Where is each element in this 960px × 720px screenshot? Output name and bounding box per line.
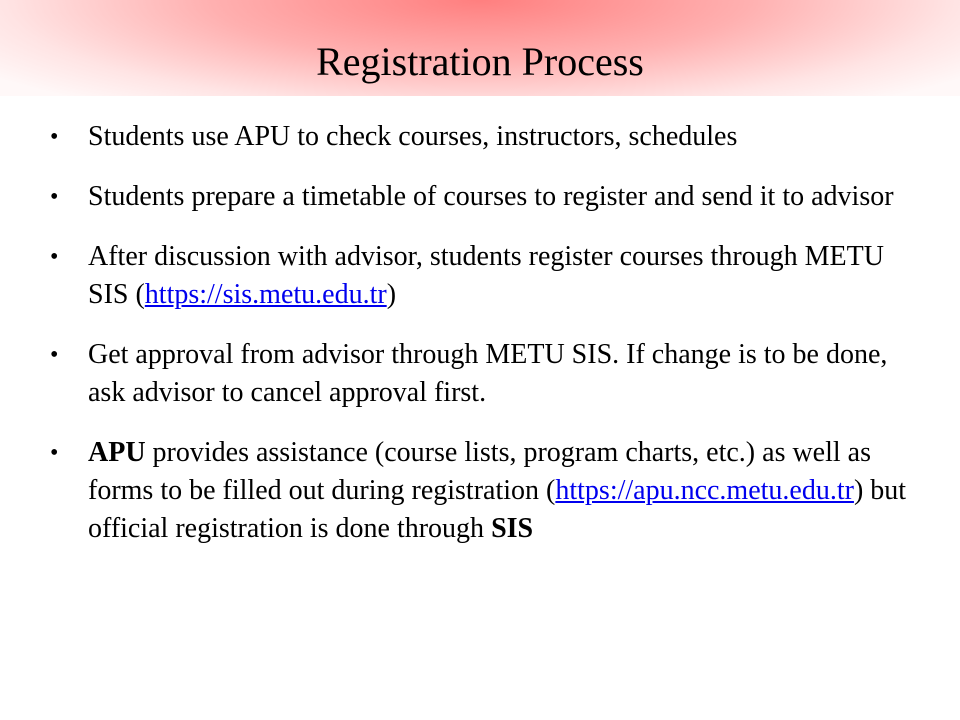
sis-bold-label: SIS — [491, 513, 534, 544]
bullet-text: Get approval from advisor through METU SIS. If change is to be done, ask advisor to cancel approval first. — [88, 339, 888, 408]
bullet-item-timetable — [50, 178, 930, 216]
bullet-text: After discussion with advisor, students register courses through METU SIS ( — [88, 241, 884, 310]
bullet-item-approval — [50, 336, 930, 412]
bullet-text-middle: ) but official registration is done through — [88, 475, 907, 544]
bullet-text: Students prepare a timetable of courses to register and send it to advisor — [88, 181, 894, 212]
slide-title: Registration Process — [316, 39, 644, 84]
bullet-item-register — [50, 238, 930, 314]
bullet-list — [50, 118, 930, 570]
bullet-dot-icon: • — [50, 440, 59, 466]
bullet-text: provides assistance (course lists, program charts, etc.) as well as forms to be filled out during registration ( — [88, 437, 871, 506]
apu-bold-label: APU — [88, 437, 146, 468]
bullet-dot-icon: • — [50, 184, 59, 210]
bullet-text: Students use APU to check courses, instructors, schedules — [88, 121, 738, 152]
bullet-text-end: ) — [386, 279, 397, 310]
sis-link[interactable]: https://sis.metu.edu.tr — [144, 279, 387, 310]
bullet-dot-icon: • — [50, 124, 59, 150]
bullet-dot-icon: • — [50, 244, 59, 270]
bullet-dot-icon: • — [50, 342, 59, 368]
bullet-item-apu-assistance — [50, 434, 930, 548]
apu-link[interactable]: https://apu.ncc.metu.edu.tr — [555, 475, 854, 506]
bullet-item-apu-check — [50, 118, 930, 156]
